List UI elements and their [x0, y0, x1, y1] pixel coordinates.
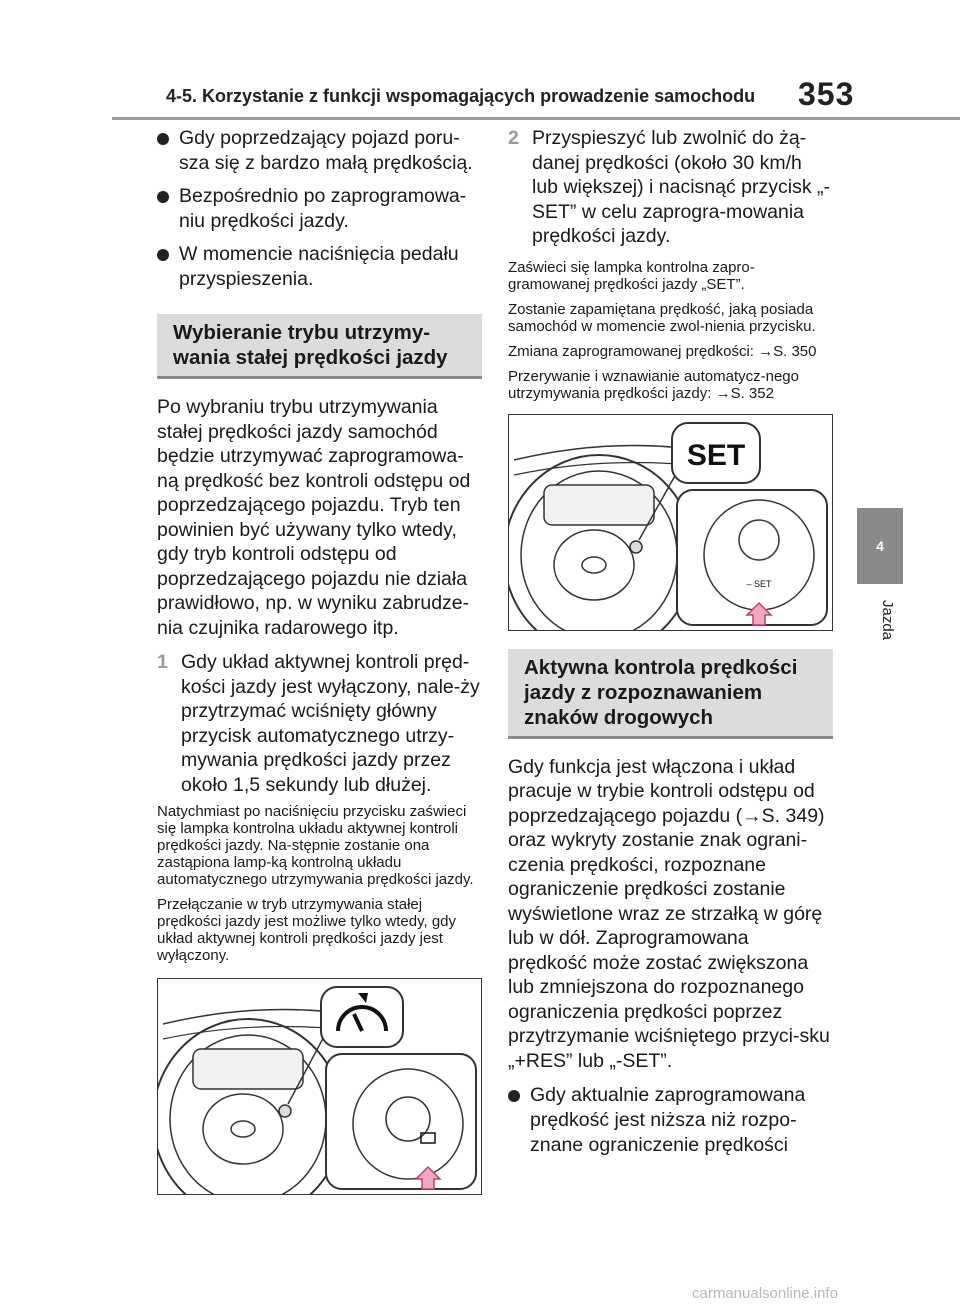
header-divider	[112, 117, 960, 120]
figure-main-switch	[157, 978, 482, 1195]
step-text: Przyspieszyć lub zwolnić do żą-danej prędkości (około 30 km/h lub większej) i nacisnąć przycisk „-SET” w celu zaprogra-mowania prędkości jazdy.	[532, 127, 830, 247]
page-header-title: 4-5. Korzystanie z funkcji wspomagających prowadzenie samochodu	[166, 86, 756, 106]
bullet-item: Bezpośrednio po zaprogramowa-niu prędkości jazdy.	[157, 184, 482, 234]
bullet-item: W momencie naciśnięcia pedału przyspieszenia.	[157, 242, 482, 292]
note: Zmiana zaprogramowanej prędkości: →S. 350	[508, 342, 817, 360]
step-number: 1	[157, 651, 168, 673]
set-button-label: – SET	[746, 578, 772, 589]
right-column	[508, 126, 833, 1166]
bullet-item: Gdy aktualnie zaprogramowana prędkość jest niższa niż rozpo-znane ograniczenie prędkości	[508, 1083, 833, 1158]
section-heading: Aktywna kontrola prędkości jazdy z rozpoznawaniem znaków drogowych	[508, 649, 833, 739]
bullet-item: Gdy poprzedzający pojazd poru-sza się z bardzo małą prędkością.	[157, 126, 482, 176]
note: Przerywanie i wznawianie automatycz-nego utrzymywania prędkości jazdy: →S. 352	[508, 367, 799, 402]
footer-watermark: carmanualsonline.info	[692, 1285, 838, 1302]
chapter-label: Jazda	[879, 600, 896, 641]
step-text: Gdy układ aktywnej kontroli pręd-kości jazdy jest wyłączony, nale-ży przytrzymać wciśnięty główny przycisk automatycznego utrzy-mywania prędkości jazdy przez około 1,5 sekundy lub dłużej.	[181, 651, 480, 796]
section-heading: Wybieranie trybu utrzymy-wania stałej prędkości jazdy	[157, 314, 482, 379]
chapter-number: 4	[876, 538, 884, 554]
steering-wheel-illustration	[509, 415, 832, 630]
step-1	[157, 650, 482, 797]
note: Przełączanie w tryb utrzymywania stałej prędkości jazdy jest możliwe tylko wtedy, gdy układ aktywnej kontroli prędkości jazdy jest wyłączony.	[157, 896, 457, 964]
page-number: 353	[798, 76, 855, 112]
figure-set-switch	[508, 414, 833, 631]
left-column	[157, 126, 482, 1195]
step-number: 2	[508, 127, 519, 149]
set-label: SET	[686, 438, 746, 472]
note: Zostanie zapamiętana prędkość, jaką posiada samochód w momencie zwol-nienia przycisku.	[508, 300, 816, 335]
steering-wheel-illustration	[158, 979, 481, 1194]
section-body: Gdy funkcja jest włączona i układ pracuje w trybie kontroli odstępu od poprzedzającego pojazdu (→S. 349) oraz wykryty zostanie znak ograni-czenia prędkości, rozpoznane ograniczenie prędkości zostanie wyświetlone wraz ze strzałką w górę lub w dół. Zaprogramowana prędkość może zostać zwiększona lub zmniejszona do rozpoznanego ograniczenia prędkości poprzez przytrzymanie wciśniętego przyci-sku „+RES” lub „-SET”.	[508, 755, 830, 1072]
chapter-tab[interactable]	[857, 508, 903, 584]
note: Zaświeci się lampka kontrolna zapro-gramowanej prędkości jazdy „SET”.	[508, 258, 755, 293]
step-2	[508, 126, 833, 249]
note: Natychmiast po naciśnięciu przycisku zaświeci się lampka kontrolna układu aktywnej kontroli prędkości jazdy. Na-stępnie zostanie ona zastąpiona lamp-ką kontrolną układu automatycznego utrzymywania prędkości jazdy.	[157, 803, 474, 888]
section-intro: Po wybraniu trybu utrzymywania stałej prędkości jazdy samochód będzie utrzymywać zaprogramowa-ną prędkość bez kontroli odstępu od poprzedzającego pojazdu. Tryb ten powinien być używany tylko wtedy, gdy tryb kontroli odstępu od poprzedzającego pojazdu nie działa prawidłowo, np. w wyniku zabrudze-nia czujnika radarowego itp.	[157, 396, 471, 639]
